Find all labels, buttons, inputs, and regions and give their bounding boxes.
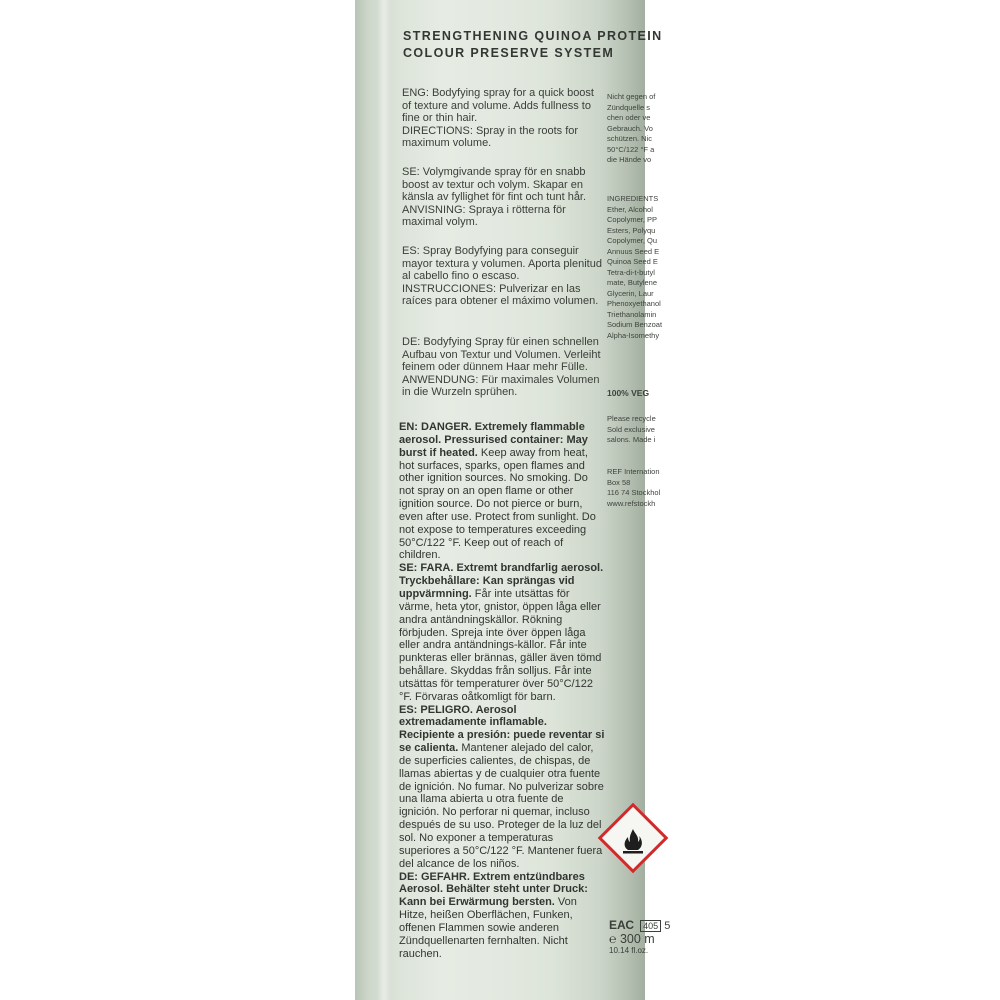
side-line: Gebrauch. Vo (607, 123, 653, 133)
side-line: mate, Butylene (607, 278, 658, 287)
warning-se-text: Får inte utsättas för värme, heta ytor, gnistor, öppen låga eller andra antändningskällor. Rökning förbjuden. Spreja inte över öppen låga eller andra antändnings-källor. Får inte punkteras eller brännas, gäller även tömd behållare. Skyddas från solljus. Får inte utsättas för temperaturer över 50°C/122 °F. Förvaras oåtkomligt för barn. (399, 587, 602, 703)
warning-es-text: Mantener alejado del calor, de superficies calientes, de chispas, de llamas abiertas y de cualquier otra fuente de ignición. No fumar. No pulverizar sobre una llama abierta u otra fuente de ignición. No perforar ni quemar, incluso después de su uso. Proteger de la luz del sol. No exponer a temperaturas superiores a 50°C/122 °F. Mantener fuera del alcance de los niños. (399, 742, 604, 870)
side-line: schützen. Nic (607, 134, 653, 143)
side-line: Copolymer, PP (607, 215, 658, 224)
side-line: Please recycle (607, 414, 656, 423)
warning-es-heading: ES: PELIGRO. Aerosol extremadamente inflamable. Recipiente a presión: puede reventar si se calienta. (399, 703, 605, 755)
side-line: REF Internation (607, 467, 660, 476)
side-ingredients (607, 194, 667, 341)
side-line: Zündquelle s (607, 102, 650, 112)
product-title-line2: COLOUR PRESERVE SYSTEM (403, 46, 615, 60)
side-vegan: 100% VEG (607, 388, 650, 398)
side-line: salons. Made i (607, 435, 656, 444)
eng-directions: DIRECTIONS: Spray in the roots for maximum volume. (402, 124, 579, 150)
eac-mark: ЕАС (609, 918, 635, 932)
se-description (402, 166, 602, 229)
side-line: Box 58 (607, 477, 631, 487)
volume-floz: 10.14 fl.oz. (609, 946, 649, 955)
warning-se-heading: SE: FARA. Extremt brandfarlig aerosol. Tryckbehållare: Kan sprängas vid uppvärmning. (399, 562, 604, 600)
de-description (402, 336, 602, 399)
eng-text: ENG: Bodyfying spray for a quick boost of texture and volume. Adds fullness to fine or thin hair. (402, 87, 594, 125)
side-line: chen oder ve (607, 113, 651, 122)
side-line: Triethanolamin (607, 309, 657, 319)
spray-can (355, 0, 671, 1000)
side-line: Quinoa Seed E (607, 257, 658, 266)
side-line: INGREDIENTS (607, 194, 659, 203)
product-title-line1: STRENGTHENING QUINOA PROTEIN (403, 29, 663, 43)
eng-description (402, 87, 602, 150)
warning-de-text: Von Hitze, heißen Oberflächen, Funken, offenen Flammen sowie anderen Zündquellenarten fernhalten. Nicht rauchen. (399, 896, 577, 960)
warning-de-heading: DE: GEFAHR. Extrem entzündbares Aerosol. Behälter steht unter Druck: Kann bei Erwärmung bersten. (399, 870, 588, 909)
flame-pictogram-icon (618, 826, 648, 856)
pao-code: 405 (640, 920, 661, 932)
side-recycle (607, 414, 667, 446)
safety-warnings (399, 421, 605, 960)
warning-en-heading: EN: DANGER. Extremely flammable aerosol. Pressurised container: May burst if heated. (399, 421, 588, 459)
side-line: www.refstockh (607, 498, 656, 508)
side-line: Phenoxyethanol (607, 299, 661, 308)
de-text: DE: Bodyfying Spray für einen schnellen Aufbau von Textur und Volumen. Verleiht feinem oder dünnem Haar mehr Fülle. (402, 336, 601, 374)
side-line: Sold exclusive (607, 424, 655, 434)
side-line: Glycerin, Laur (607, 288, 654, 298)
se-directions: ANVISNING: Spraya i rötterna för maximal volym. (402, 203, 566, 229)
side-line: Annuus Seed E (607, 246, 660, 256)
es-text: ES: Spray Bodyfying para conseguir mayor textura y volumen. Aporta plenitud al cabello fino o escaso. (402, 245, 602, 283)
side-line: 50°C/122 °F a (607, 144, 655, 154)
pao-code-suffix: 5 (664, 920, 671, 932)
warning-en-text: Keep away from heat, hot surfaces, sparks, open flames and other ignition sources. No smoking. Do not spray on an open flame or other ignition source. Do not pierce or burn, even after use. Protect from sunlight. Do not expose to temperatures exceeding 50°C/122 °F. Keep out of reach of children. (399, 446, 596, 562)
se-text: SE: Volymgivande spray för en snabb boost av textur och volym. Skapar en känsla av fyllighet för fint och tunt hår. (402, 166, 587, 204)
side-line: Esters, Polyqu (607, 225, 656, 235)
side-line: 116 74 Stockhol (607, 488, 661, 497)
de-directions: ANWENDUNG: Für maximales Volumen in die Wurzeln sprühen. (402, 373, 600, 399)
es-directions: INSTRUCCIONES: Pulverizar en las raíces para obtener el máximo volumen. (402, 282, 599, 308)
volume-info (609, 918, 670, 955)
side-line: Copolymer, Qu (607, 236, 658, 245)
side-line: Nicht gegen of (607, 92, 656, 101)
es-description (402, 245, 602, 308)
side-line: Tetra-di-t-butyl (607, 267, 655, 277)
side-address (607, 467, 667, 509)
side-line: Sodium Benzoat (607, 320, 663, 329)
side-line: Ether, Alcohol (607, 204, 653, 214)
volume-ml: ℮ 300 m (609, 932, 655, 946)
side-line: Alpha-Isomethy (607, 330, 660, 340)
side-line: die Hände vo (607, 155, 652, 164)
side-de-continuation (607, 92, 667, 166)
